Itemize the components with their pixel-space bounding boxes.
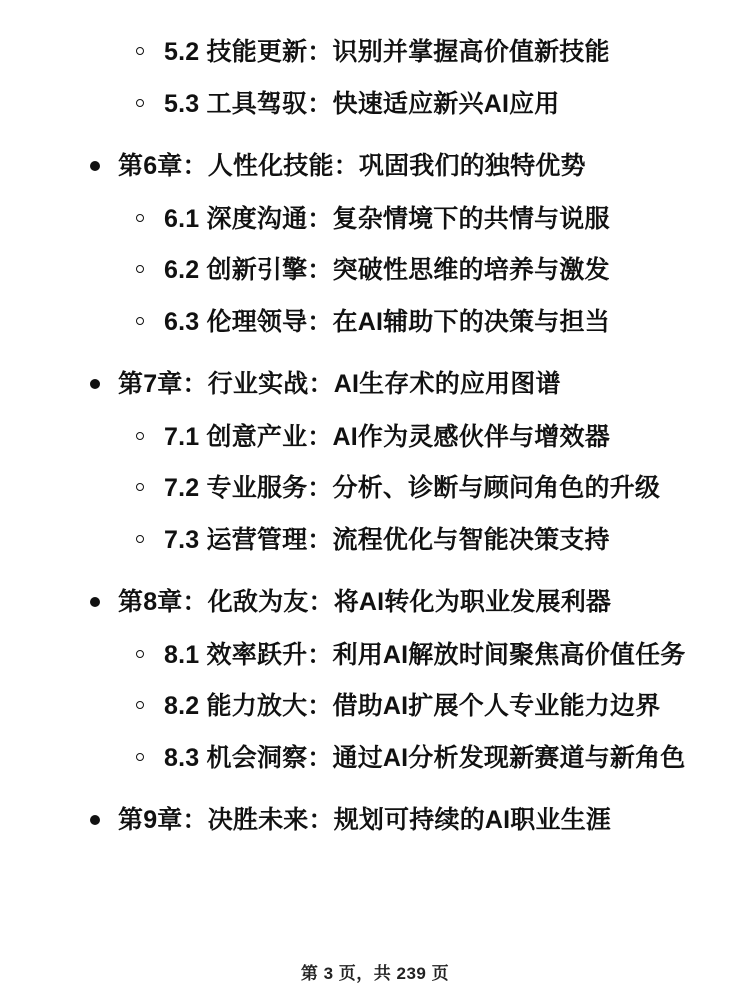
toc-entry-6-3[interactable] — [60, 306, 690, 339]
toc-entry-7-2[interactable] — [60, 472, 690, 505]
toc-entry-label: 5.2 技能更新：识别并掌握高价值新技能 — [164, 38, 610, 66]
table-of-contents — [60, 36, 690, 837]
toc-entry-label: 7.3 运营管理：流程优化与智能决策支持 — [164, 525, 610, 554]
hollow-bullet-icon — [136, 483, 144, 491]
toc-entry-label: 7.1 创意产业：AI作为灵感伙伴与增效器 — [164, 422, 610, 451]
hollow-bullet-icon — [136, 99, 144, 107]
toc-entry-label: 6.2 创新引擎：突破性思维的培养与激发 — [164, 256, 610, 284]
toc-entry-8-3[interactable] — [60, 742, 690, 775]
toc-entry-8-2[interactable] — [60, 690, 690, 723]
toc-entry-label: 第7章：行业实战：AI生存术的应用图谱 — [118, 370, 561, 398]
toc-entry-label: 8.1 效率跃升：利用AI解放时间聚焦高价值任务 — [164, 640, 686, 669]
toc-entry-label: 7.2 专业服务：分析、诊断与顾问角色的升级 — [164, 474, 661, 502]
page-footer: 第 3 页，共 239 页 — [300, 964, 450, 983]
toc-entry-chapter-7[interactable] — [60, 368, 690, 401]
toc-entry-label: 5.3 工具驾驭：快速适应新兴AI应用 — [164, 89, 560, 118]
toc-entry-chapter-6[interactable] — [60, 150, 690, 183]
toc-entry-6-1[interactable] — [60, 203, 690, 236]
toc-entry-label: 6.3 伦理领导：在AI辅助下的决策与担当 — [164, 307, 610, 336]
toc-entry-chapter-8[interactable] — [60, 586, 690, 619]
toc-entry-label: 8.3 机会洞察：通过AI分析发现新赛道与新角色 — [164, 743, 686, 772]
toc-entry-label: 8.2 能力放大：借助AI扩展个人专业能力边界 — [164, 692, 661, 720]
toc-entry-label: 第8章：化敌为友：将AI转化为职业发展利器 — [118, 588, 612, 616]
toc-entry-6-2[interactable] — [60, 254, 690, 287]
hollow-bullet-icon — [136, 650, 144, 658]
hollow-bullet-icon — [136, 535, 144, 543]
hollow-bullet-icon — [136, 214, 144, 222]
filled-bullet-icon — [90, 815, 100, 825]
hollow-bullet-icon — [136, 265, 144, 273]
toc-entry-5-3[interactable] — [60, 88, 690, 121]
toc-entry-5-2[interactable] — [60, 36, 690, 69]
toc-entry-chapter-9[interactable] — [60, 804, 690, 837]
toc-entry-label: 第9章：决胜未来：规划可持续的AI职业生涯 — [118, 806, 612, 834]
hollow-bullet-icon — [136, 753, 144, 761]
hollow-bullet-icon — [136, 317, 144, 325]
filled-bullet-icon — [90, 379, 100, 389]
hollow-bullet-icon — [136, 432, 144, 440]
hollow-bullet-icon — [136, 47, 144, 55]
toc-entry-label: 6.1 深度沟通：复杂情境下的共情与说服 — [164, 204, 610, 233]
filled-bullet-icon — [90, 597, 100, 607]
toc-entry-7-3[interactable] — [60, 524, 690, 557]
filled-bullet-icon — [90, 161, 100, 171]
toc-entry-7-1[interactable] — [60, 421, 690, 454]
hollow-bullet-icon — [136, 701, 144, 709]
toc-entry-8-1[interactable] — [60, 639, 690, 672]
toc-entry-label: 第6章：人性化技能：巩固我们的独特优势 — [118, 152, 586, 180]
